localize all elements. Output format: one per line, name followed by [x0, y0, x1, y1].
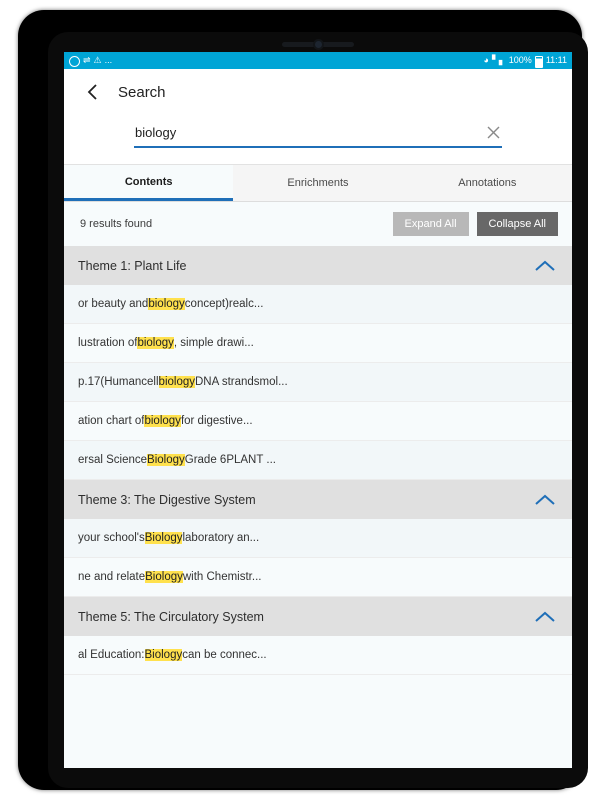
theme-group-header[interactable] [64, 480, 572, 519]
status-bar [64, 52, 572, 69]
result-item[interactable] [64, 285, 572, 324]
result-text-post: with Chemistr... [182, 571, 262, 583]
chevron-up-icon [534, 610, 556, 624]
result-item[interactable] [64, 324, 572, 363]
back-chevron-icon [86, 83, 100, 101]
result-item[interactable] [64, 558, 572, 597]
tab-contents[interactable]: Contents [64, 165, 233, 201]
battery-percent-label: 100% [508, 55, 532, 65]
clock-label: 11:11 [545, 55, 567, 65]
search-input[interactable] [134, 125, 484, 140]
warning-icon: ⚠ [93, 55, 102, 65]
result-text-pre: p.17(Humancell [78, 376, 159, 388]
collapse-all-button[interactable]: Collapse All [477, 212, 558, 236]
wifi-icon: ◕ [483, 55, 489, 65]
wifi-share-icon: ⇌ [83, 55, 91, 65]
result-item[interactable] [64, 402, 572, 441]
result-text-highlight: Biology [147, 454, 185, 466]
theme-group-title: Theme 3: The Digestive System [78, 492, 256, 507]
result-text-highlight: Biology [144, 649, 183, 661]
result-text-pre: al Education: [78, 649, 145, 661]
chevron-up-icon [534, 259, 556, 273]
status-bar-left [69, 52, 112, 69]
tab-bar [64, 164, 572, 202]
theme-group-header[interactable] [64, 597, 572, 636]
search-results-list[interactable] [64, 246, 572, 727]
search-area [64, 115, 572, 164]
result-text-highlight: biology [144, 415, 181, 427]
result-item[interactable] [64, 363, 572, 402]
tab-annotations[interactable]: Annotations [458, 177, 517, 189]
search-field-wrapper[interactable] [134, 123, 502, 148]
result-text-pre: your school's [78, 532, 145, 544]
app-screen [64, 52, 572, 768]
result-text-post: laboratory an... [182, 532, 260, 544]
result-text-pre: ne and relate [78, 571, 146, 583]
theme-group-header[interactable] [64, 246, 572, 285]
page-title: Search [118, 83, 166, 101]
result-text-post: , simple drawi... [173, 337, 254, 349]
results-count-label: 9 results found [80, 218, 153, 230]
result-text-pre: or beauty and [78, 298, 149, 310]
result-text-pre: ersal Science [78, 454, 148, 466]
app-bar [64, 69, 572, 115]
result-text-post: for digestive... [180, 415, 253, 427]
theme-group-title: Theme 5: The Circulatory System [78, 609, 264, 624]
result-text-post: Grade 6PLANT ... [184, 454, 276, 466]
tablet-device-frame [18, 10, 582, 790]
results-action-buttons [393, 212, 558, 236]
sync-icon [69, 56, 80, 67]
result-text-highlight: Biology [144, 532, 183, 544]
result-text-post: concept)realc... [184, 298, 264, 310]
result-text-highlight: biology [148, 298, 185, 310]
close-icon [487, 126, 500, 139]
status-bar-right [484, 52, 568, 69]
tab-enrichments[interactable]: Enrichments [287, 177, 349, 189]
back-button[interactable] [82, 81, 104, 103]
result-item[interactable] [64, 636, 572, 675]
result-text-pre: lustration of [78, 337, 138, 349]
result-item[interactable] [64, 441, 572, 480]
result-text-highlight: Biology [145, 571, 183, 583]
result-text-pre: ation chart of [78, 415, 145, 427]
result-text-highlight: biology [158, 376, 195, 388]
front-camera [315, 41, 322, 48]
clear-search-button[interactable] [484, 123, 502, 141]
theme-group-title: Theme 1: Plant Life [78, 258, 187, 273]
more-icon: ... [104, 55, 113, 65]
result-text-post: can be connec... [182, 649, 267, 661]
result-text-highlight: biology [137, 337, 174, 349]
chevron-up-icon [534, 493, 556, 507]
result-text-post: DNA strandsmol... [195, 376, 288, 388]
battery-icon [535, 56, 543, 68]
result-item[interactable] [64, 519, 572, 558]
expand-all-button[interactable]: Expand All [393, 212, 469, 236]
results-summary-bar [64, 202, 572, 246]
signal-icon: ▘▖ [491, 55, 506, 65]
